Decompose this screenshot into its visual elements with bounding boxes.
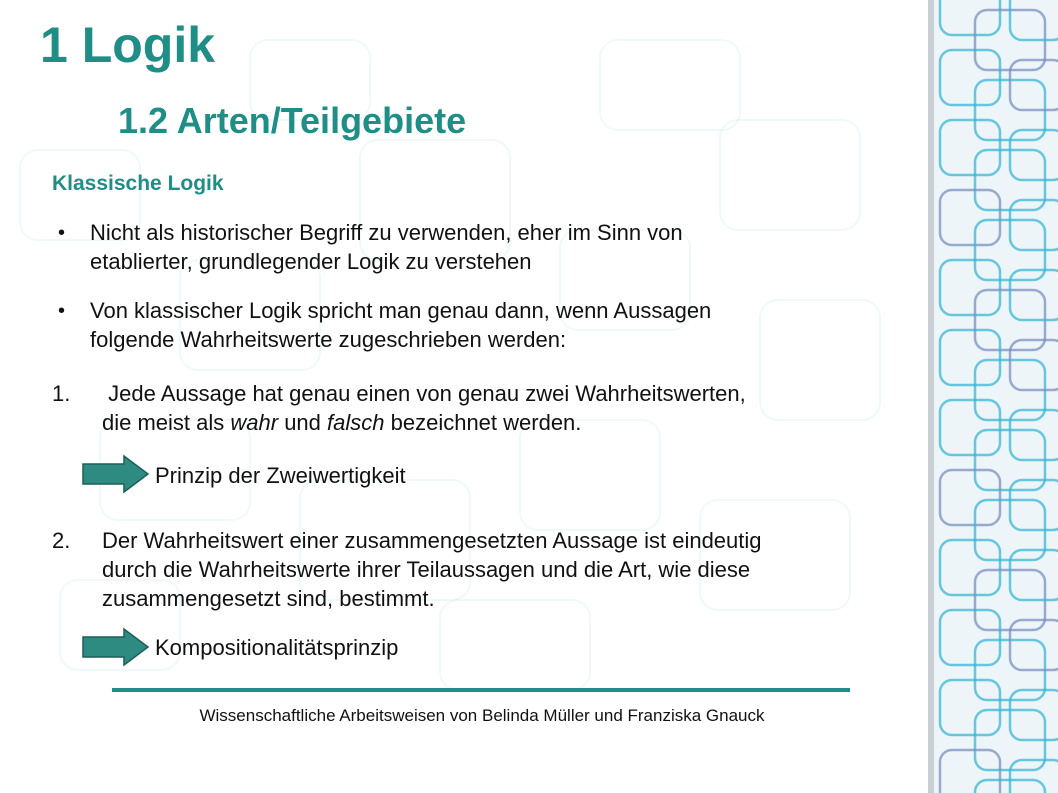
right-arrow-icon <box>80 454 152 494</box>
numbered-item-1-line-1: Jede Aussage hat genau einen von genau zwei Wahrheitswerten, <box>102 381 746 406</box>
bullet-symbol: • <box>58 300 66 322</box>
principle-label-1: Prinzip der Zweiwertigkeit <box>155 463 406 488</box>
bullet-item-2 <box>90 296 920 354</box>
slide-title: 1 Logik <box>40 17 216 73</box>
numbered-item-2-line-3: zusammengesetzt sind, bestimmt. <box>102 586 435 611</box>
numbered-item-2 <box>102 526 942 613</box>
text-fragment: bezeichnet werden. <box>384 410 582 435</box>
bullet-item-1-line-1: Nicht als historischer Begriff zu verwenden, eher im Sinn von <box>90 220 683 245</box>
text-fragment: und <box>278 410 328 435</box>
numbered-item-1-line-2 <box>102 408 932 437</box>
list-number-2: 2. <box>52 528 71 553</box>
bullet-item-2-line-2: folgende Wahrheitswerte zugeschrieben werden: <box>90 327 567 352</box>
footer-divider <box>112 688 850 692</box>
pattern-shape <box>440 600 590 690</box>
principle-label-2: Kompositionalitätsprinzip <box>155 635 399 660</box>
right-arrow-icon <box>80 627 152 667</box>
numbered-item-2-line-2: durch die Wahrheitswerte ihrer Teilaussagen und die Art, wie diese <box>102 557 751 582</box>
emphasis-wahr: wahr <box>230 410 279 435</box>
text-fragment: die meist als <box>102 410 231 435</box>
list-number-1: 1. <box>52 381 71 406</box>
bullet-item-2-line-1: Von klassischer Logik spricht man genau dann, wenn Aussagen <box>90 298 712 323</box>
bullet-item-1 <box>90 218 920 276</box>
numbered-item-2-line-1: Der Wahrheitswert einer zusammengesetzten Aussage ist eindeutig <box>102 528 762 553</box>
bullet-item-1-line-2: etablierter, grundlegender Logik zu verstehen <box>90 249 532 274</box>
pattern-shape <box>600 40 740 130</box>
slide-subtitle: 1.2 Arten/Teilgebiete <box>118 100 467 141</box>
side-band <box>930 0 1058 793</box>
bullet-symbol: • <box>58 222 66 244</box>
emphasis-falsch: falsch <box>327 410 385 435</box>
numbered-item-1 <box>102 379 932 437</box>
footer-text: Wissenschaftliche Arbeitsweisen von Belinda Müller und Franziska Gnauck <box>199 706 765 725</box>
pattern-shape <box>720 120 860 230</box>
section-heading: Klassische Logik <box>52 172 224 195</box>
